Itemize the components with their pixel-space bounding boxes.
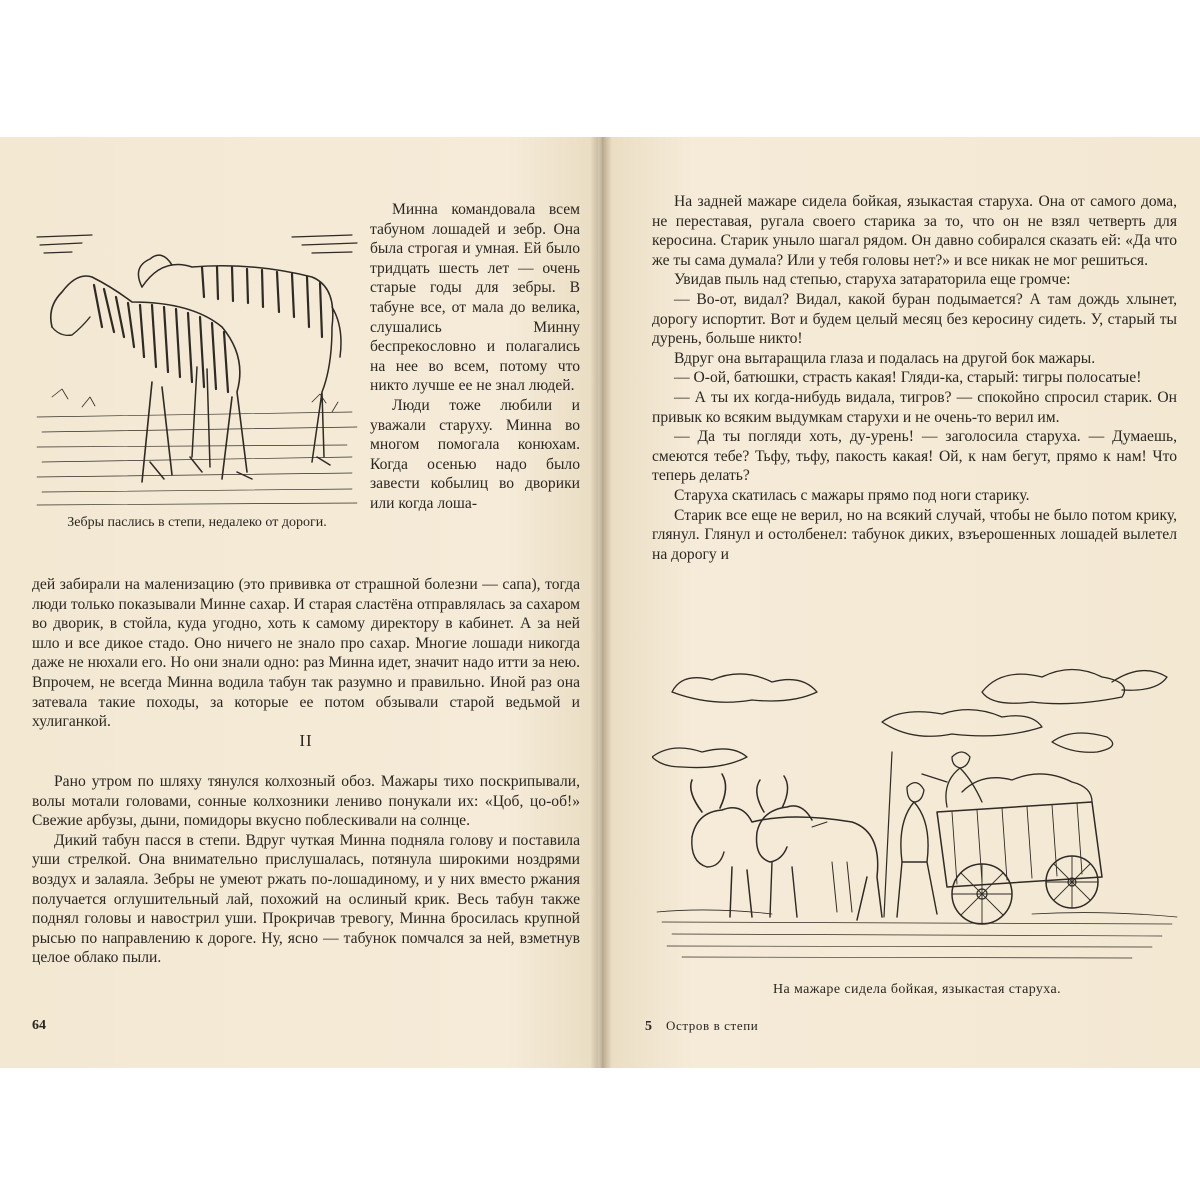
left-column-text [370, 200, 580, 514]
right-page-text [652, 192, 1177, 564]
paragraph: Старик все еще не верил, но на всякий случай, чтобы не было потом крику, глянул. Глянул и остолбенел: табунок диких, взъерошенных лошадей вылетел на дорогу и [652, 506, 1177, 563]
left-page [0, 137, 598, 1068]
zebra-illustration [32, 217, 362, 511]
section-heading: II [299, 731, 313, 750]
right-page [602, 137, 1200, 1068]
page-number-left: 64 [32, 1018, 46, 1033]
paragraph: Люди тоже любили и уважали старуху. Минна во многом помогала конюхам. Когда осенью надо было завести кобылиц во дворики или когда лоша- [370, 396, 580, 512]
paragraph: — А ты их когда-нибудь видала, тигров? — спокойно спросил старик. Он привык ко всяким выдумкам старухи и не очень-то верил им. [652, 388, 1177, 426]
left-full-text [32, 575, 580, 732]
page-number: 5 [645, 1019, 652, 1034]
cart-figure-caption: На мажаре сидела бойкая, языкастая старуха. [772, 982, 1062, 997]
signature-mark: Остров в степи [666, 1018, 759, 1033]
zebra-figure-caption: Зебры паслись в степи, недалеко от дороги. [67, 515, 327, 530]
book-spread [0, 137, 1200, 1068]
paragraph: Увидав пыль над степью, старуха затараторила еще громче: [674, 271, 1071, 289]
section-text [32, 772, 580, 968]
paragraph: Вдруг она вытаращила глаза и подалась на другой бок мажары. [674, 349, 1096, 367]
paragraph: Минна командовала всем табуном лошадей и зебр. Она была строгая и умная. Ей было тридцать шесть лет — очень старые годы для зебры. В табуне все, от мала до велика, слушались Минну беспрекословно и полагались на нее во всем, потому что никто лучше ее не знал людей. [370, 201, 580, 395]
paragraph: Рано утром по шляху тянулся колхозный обоз. Мажары тихо поскрипывали, волы мотали головами, сонные колхозники лениво понукали их: «Цоб, цо-об!» Свежие арбузы, дыни, помидоры вкусно поблескивали на солнце. [32, 773, 580, 830]
paragraph: Старуха скатилась с мажары прямо под ноги старику. [674, 486, 1030, 504]
page-number-right [645, 1018, 758, 1035]
paragraph: — О-ой, батюшки, страсть какая! Гляди-ка, старый: тигры полосатые! [674, 369, 1142, 387]
paragraph: На задней мажаре сидела бойкая, языкастая старуха. Она от самого дома, не переставая, ругала своего старика за то, что он не взял четверть для керосина. Старик уныло шагал рядом. Он давно собирался сказать ей: «Да что же ты сама думала? Или у тебя головы нет?» и все никак не мог решиться. [652, 193, 1177, 269]
paragraph: Дикий табун пасся в степи. Вдруг чуткая Минна подняла голову и поставила уши стрелкой. Она внимательно прислушалась, потянула широкими ноздрями воздух и залаяла. Зебры не умеют ржать по-лошадиному, и у них вместо ржания получается оглушительный лай, похожий на ослиный крик. Весь табун также поднял головы и навострил уши. Прокричав тревогу, Минна бросилась крупной рысью по направлению к дороге. Ну, ясно — табунок помчался за ней, взметнув целое облако пыли. [32, 831, 580, 967]
paragraph: дей забирали на маленизацию (это прививка от страшной болезни — сапа), тогда люди только показывали Минне сахар. И старая сластёна отправлялась за сахаром во дворик, в стойла, куда угодно, хоть к самому директору в кабинет. А за ней шло и все дикое стадо. Оно ничего не знало про сахар. Многие лошади никогда даже не нюхали его. Но они знали одно: раз Минна идет, значит надо итти за нею. Впрочем, не всегда Минна водила табун так разумно и правильно. Иной раз она затевала такие походы, за которые ее потом обзывали старой ведьмой и хулиганкой. [32, 576, 580, 731]
ox-cart-illustration [652, 662, 1182, 967]
book-gutter [590, 137, 612, 1068]
paragraph: — Да ты погляди хоть, ду-урень! — заголосила старуха. — Думаешь, смеются тебе? Тьфу, тьфу, пакость какая! Ой, к нам бегут, прямо к нам! Что теперь делать? [652, 428, 1177, 485]
paragraph: — Во-от, видал? Видал, какой буран подымается? А там дождь хлынет, дорогу испортит. Вот и будем целый месяц без керосину сидеть. У, старый ты дурень, больше никто! [652, 290, 1177, 348]
